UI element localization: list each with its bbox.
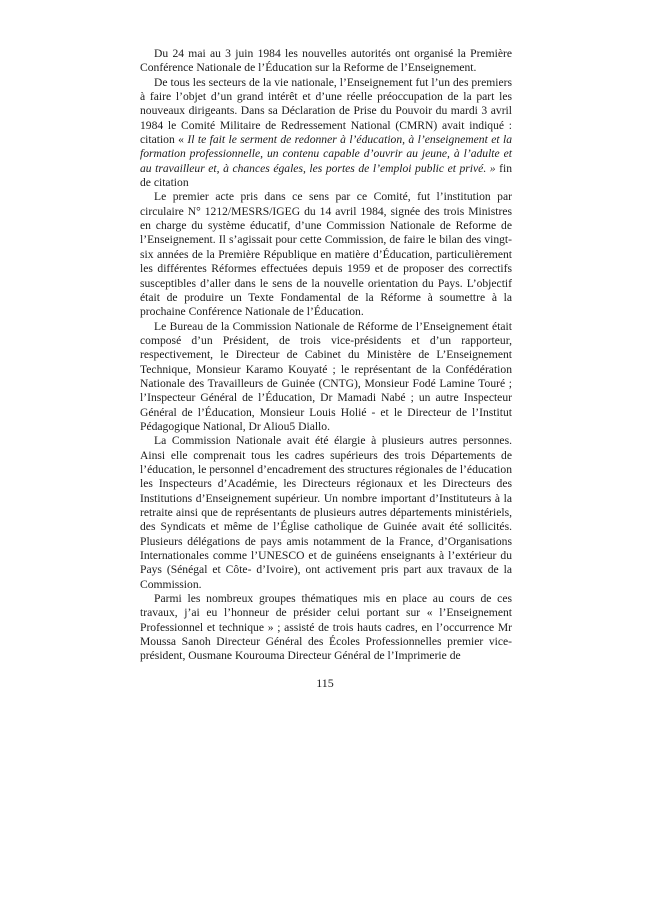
paragraph-commission-bureau: Le Bureau de la Commission Nationale de Réforme de l’Enseignement était composé d’un Président, de trois vice-présidents et d’un rapporteur, respectivement, le Directeur de Cabinet du Ministère de L’Enseignement Technique, Monsieur Karamo Kouyaté ; le représentant de la Confédération Nationale des Travailleurs de Guinée (CNTG), Monsieur Fodé Lamine Touré ; l’Inspecteur Général de l’Éducation, Dr Mamadi Nabé ; un autre Inspecteur Général de l’Éducation, Monsieur Louis Holié - et le Directeur de l’Institut Pédagogique National, Dr Aliou5 Diallo.	[140, 319, 512, 433]
paragraph-text: De tous les secteurs de la vie nationale, l’Enseignement fut l’un des premiers à faire l’objet d’un grand intérêt et d’une réelle préoccupation de la part les nouveaux dirigeants. Dans sa Déclaration de Prise du Pouvoir du mardi 3 avril 1984 le Comité Militaire de Redressement National (CMRN) avait indiqué : citation «	[140, 75, 512, 147]
paragraph-thematic-groups: Parmi les nombreux groupes thématiques mis en place au cours de ces travaux, j’ai eu l’honneur de présider celui portant sur « l’Enseignement Professionnel et technique » ; assisté de trois hauts cadres, en l’occurrence Mr Moussa Sanoh Directeur Général des Écoles Professionnelles premier vice-président, Ousmane Kourouma Directeur Général de l’Imprimerie de	[140, 592, 512, 663]
quotation-end: fin de citation	[140, 161, 512, 190]
quotation: Il te fait le serment de redonner à l’éducation, à l’enseignement et la formation professionnelle, un contenu capable d’ouvrir au jeune, à l’adulte et au travailleur et, à chances égales, les portes de l’emploi public et privé. »	[140, 133, 512, 175]
paragraph-commission-institution: Le premier acte pris dans ce sens par ce Comité, fut l’institution par circulaire N° 1212/MESRS/IGEG du 14 avril 1984, signée des trois Ministres en charge du système éducatif, d’une Commission Nationale de Reforme de l’Enseignement. Il s’agissait pour cette Commission, de faire le bilan des vingt-six années de la Première République en matière d’Éducation, particulièrement les différentes Réformes effectuées depuis 1959 et de proposer des correctifs susceptibles d’aller dans le sens de la nouvelle orientation du Pays. L’objectif était de produire un Texte Fondamental de la Réforme à soumettre à la prochaine Conférence Nationale de l’Éducation.	[140, 190, 512, 319]
body-text	[140, 47, 512, 664]
paragraph-conference: Du 24 mai au 3 juin 1984 les nouvelles autorités ont organisé la Première Conférence Nationale de l’Éducation sur la Reforme de l’Enseignement.	[140, 47, 512, 75]
page-number: 115	[316, 676, 334, 690]
paragraph-cmrn-declaration	[140, 76, 512, 191]
paragraph-commission-members: La Commission Nationale avait été élargie à plusieurs autres personnes. Ainsi elle comprenait tous les cadres supérieurs des trois Départements de l’éducation, le personnel d’encadrement des structures régionales de l’éducation les Inspecteurs d’Académie, les Directeurs régionaux et les Directeurs des Institutions d’Enseignement supérieur. Un nombre important d’Instituteurs à la retraite ainsi que de représentants de plusieurs autres départements ministériels, des Syndicats et même de l’Église catholique de Guinée avait été sollicités. Plusieurs délégations de pays amis notamment de la France, d’Organisations Internationales comme l’UNESCO et de guinéens enseignants à l’extérieur du Pays (Sénégal et Côte- d’Ivoire), ont activement pris part aux travaux de la Commission.	[140, 434, 512, 591]
